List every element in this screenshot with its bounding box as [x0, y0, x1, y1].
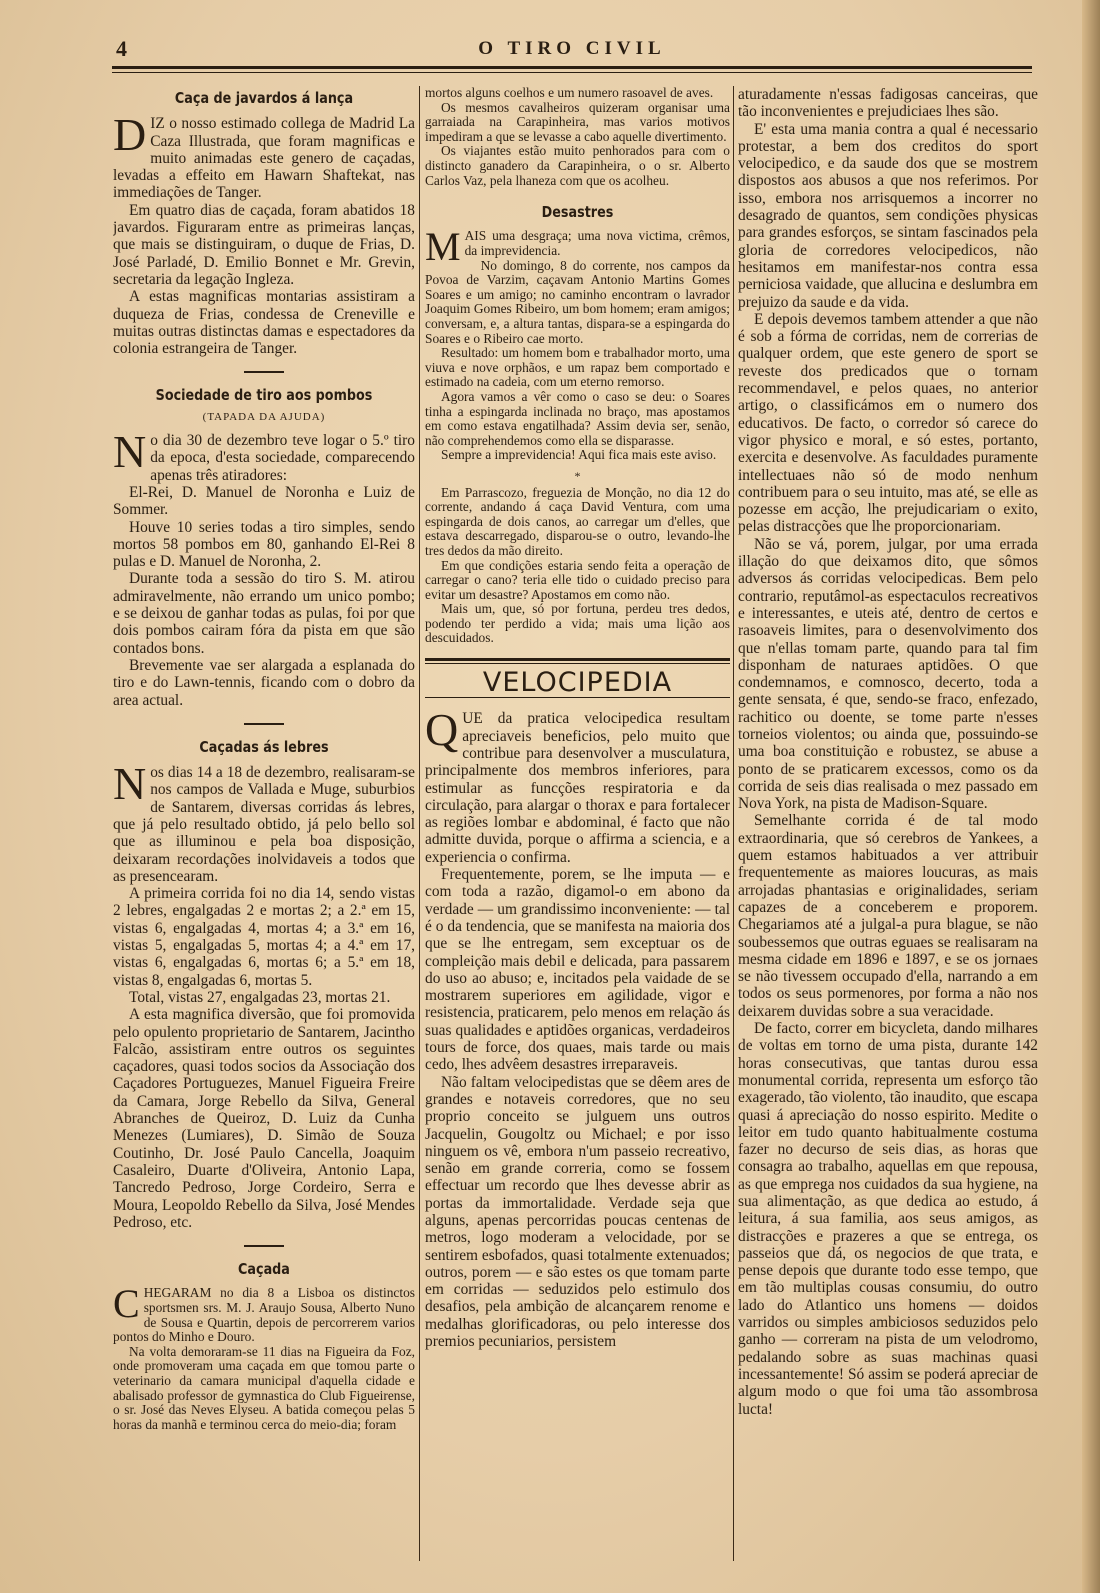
paragraph: Não faltam velocipedistas que se dêem ares de grandes e notaveis corredores, que no seu proprio conceito se julguem uns outros Jacquelin, Gougoltz ou Michael; e por isso ninguem os vê, embora n'um passeio recreativo, senão em grande correria, como se fossem effectuar um recordo que lhes devesse abrir as portas da immortalidade. Verdade seja que alguns, apenas percorridas poucas centenas de metros, logo moderam a velocidade, por se sentirem esbofados, quasi totalmente extenuados; outros, porem — e são estes os que tomam parte em corridas — seduzidos pelo estimulo dos desafios, pela ambição de alcançarem renome e medalhas glorificadoras, ou pelo interesse dos premios pecuniarios, persistem: [425, 1073, 730, 1351]
paragraph: De facto, correr em bicycleta, dando milhares de voltas em torno de uma pista, durante 142 horas consecutivas, que tantas durou essa monumental corrida, representa um esforço tão exagerado, tão violento, tão inaudito, que escapa quasi á apreciação do nosso espirito. Medite o leitor em tudo quanto habitualmente costuma fazer no decurso de seis dias, as horas que consagra ao trabalho, aquellas em que repousa, as que emprega nos cuidados da sua hygiene, na sua alimentação, as que dedica ao estudo, á leitura, á sua familia, aos seus amigos, as distracções e prazeres a que se entrega, os passeios que dá, os negocios de que trata, e pense depois que durante todo esse tempo, que em tão multiplas cousas consumiu, do outro lado do Atlantico uns homens — doidos varridos ou simples ambiciosos seduzidos pelo ganho — correram na pista de um velodromo, pedalando sobre as suas machinas quasi incessantemente! Só assim se poderá apreciar de algum modo o que foi uma tão assombrosa lucta!: [738, 1020, 1038, 1418]
paragraph: E depois devemos tambem attender a que não é sob a fórma de corridas, nem de correrias de qualquer ordem, que este genero de sport se reveste dos predicados que o tornam recommendavel, e pelos quaes, no anterior artigo, o classificámos em o numero dos educativos. De facto, o corredor só carece do vigor physico e moral, e só estes, portanto, exercita e desenvolve. As faculdades puramente intellectuaes não só de modo nenhum contribuem para o seu intuito, mas até, se elle as pozesse em acção, lhe prejudicariam o exito, pelas distracções que lhe proporcionariam.: [738, 310, 1038, 536]
section-separator: [244, 1245, 284, 1247]
paragraph: [425, 224, 730, 270]
paragraph: Houve 10 series todas a tiro simples, sendo mortos 58 pombos em 80, ganhando El-Rei 8 pulas e D. Manuel de Noronha, 2.: [113, 518, 415, 571]
paragraph: Agora vamos a vêr como o caso se deu: o Soares tinha a espingarda inclinada no braço, mas apostamos em como estava engatilhada? Assim devia ser, senão, não comprehendemos como ella se disparasse.: [425, 388, 730, 448]
section-title: Caçada: [238, 1260, 290, 1279]
drop-cap: M: [425, 224, 461, 270]
paragraph: Em que condições estaria sendo feita a operação de carregar o cano? teria elle tido o cuidado preciso para evitar um desastre? Apostamos em como não.: [425, 557, 730, 602]
velocipedia-heading: VELOCIPEDIA: [482, 667, 673, 699]
paragraph: Durante toda a sessão do tiro S. M. atirou admiravelmente, não errando um unico pombo; e se deixou de ganhar todas as pulas, foi por que dois pombos cairam fóra da pista em que são contados bons.: [113, 570, 415, 657]
column-divider: [419, 86, 420, 1561]
page-edge: [1082, 0, 1100, 1593]
paragraph: Os viajantes estão muito penhorados para com o distincto ganadero da Carapinheira, o o sr. Alberto Carlos Vaz, pela lhaneza com que os acolheu.: [425, 143, 730, 188]
section-title: Caça de javardos á lança: [174, 89, 354, 107]
paragraph: Frequentemente, porem, se lhe imputa — e com toda a razão, digamol-o em abono da verdade — um grandissimo inconveniente: — tal é o da tendencia, que se manifesta na maioria dos que se lhe entregam, sem exceptuar os de compleição mais debil e delicada, para passarem do uso ao abuso; e, incitados pela vaidade de se mostrarem superiores em agilidade, vigor e resistencia, praticarem, pelo menos em relação ás suas qualidades e aptidões organicas, verdadeiros tours de force, dos quaes, mais tarde ou mais cedo, lhes advêem desastres irreparaveis.: [425, 866, 730, 1074]
section-separator: [244, 723, 284, 725]
separator-star: *: [574, 468, 581, 483]
paragraph: Brevemente vae ser alargada a esplanada do tiro e do Lawn-tennis, ficando com o dobro da area actual.: [113, 656, 415, 709]
paragraph: Sempre a imprevidencia! Aqui fica mais este aviso.: [441, 447, 717, 463]
paragraph-text: AIS uma desgraça; uma nova victima, crêmos, da imprevidencia.: [464, 228, 730, 259]
paragraph: Em Parrascozo, freguezia de Monção, no dia 12 do corrente, andando á caça David Ventura, com uma espingarda de dois canos, ao carregar um d'elles, que estava descarregado, disparou-se o outro, levando-lhe tres dedos da mão direito.: [425, 484, 730, 558]
paragraph: [113, 1281, 415, 1345]
paragraph: [113, 758, 415, 885]
paragraph: Na volta demoraram-se 11 dias na Figueira da Foz, onde promoveram uma caçada em que tomou parte o veterinario da camara municipal d'aquella cidade e abalisado professor de gymnastica do Club Figueirense, o sr. José das Neves Elyseu. A batida começou pelas 5 horas da manhã e terminou cerca do meio-dia; foram: [113, 1343, 415, 1432]
page-header: [112, 34, 1032, 64]
paragraph: E' esta uma mania contra a qual é necessario protestar, a bem dos creditos do sport velocipedico, e da saude dos que se mostrem dispostos aos abusos a que nos referimos. Por isso, embora nos arrisquemos a incorrer no desagrado de quantos, sem condições physicas para grandes esforços, se sintam fascinados pela gloria de corredores velocipedicos, não hesitamos em manifestar-nos contra essa perniciosa vaidade, que allucina e deslumbra em prejuizo da saude e da vida.: [738, 120, 1038, 311]
section-separator: [244, 371, 284, 373]
page-number: 4: [116, 36, 127, 61]
column-divider: [733, 86, 734, 1561]
paragraph-text: IZ o nosso estimado collega de Madrid La Caza Illustrada, que foram magnificas e muito animadas este genero de caçadas, levadas a effeito em Hawarn Shaftekat, nas immediações de Tanger.: [113, 115, 415, 202]
paragraph: Total, vistas 27, engalgadas 23, mortas 21.: [129, 988, 391, 1006]
paragraph: [425, 704, 730, 866]
paragraph: A estas magnificas montarias assistiram a duqueza de Frias, condessa de Creneville e muitas outras distinctas damas e espectadores da colonia estrangeira de Tanger.: [113, 288, 415, 358]
small-text-block: [113, 1281, 415, 1432]
column-1: [113, 86, 415, 1566]
section-title: Desastres: [541, 203, 614, 222]
velocipedia-rule: [425, 658, 730, 664]
paragraph-text: os dias 14 a 18 de dezembro, realisaram-se nos campos de Vallada e Muge, suburbios de Santarem, diversas corridas ás lebres, que já pelo resultado obtido, já pelo bello sol que as illuminou e pela boa disposição, deixaram recordações inolvidaveis a todos que as presencearam.: [113, 764, 415, 885]
section-title: Sociedade de tiro aos pombos: [155, 386, 373, 405]
column-2: [425, 86, 730, 1566]
small-text-block: [425, 224, 730, 646]
drop-cap: N: [113, 426, 147, 478]
paragraph: [113, 109, 415, 202]
paragraph: Não se vá, porem, julgar, por uma errada illação do que deixamos dito, que sômos adversos ás corridas velocipedicas. Bem pelo contrario, reputâmol-as espectaculos recreativos e interessantes, e uteis até, dentro de certos e rasoaveis limites, para o desenvolvimento dos que n'ellas tomam parte, quando para tal fim disponham de naturaes aptidões. O que condemnamos, e comnosco, decerto, toda a gente sensata, é que, sendo-se fraco, enfezado, rachitico ou doente, se tome parte n'esses torneios violentos; ou ainda que, possuindo-se uma boa constituição e robustez, se abuse a ponto de se praticarem excessos, como os da corrida de seis dias realisada o mez passado em Nova York, na pista de Madison-Square.: [738, 535, 1038, 813]
paragraph: A primeira corrida foi no dia 14, sendo vistas 2 lebres, engalgadas 2 e mortas 2; a 2.ª em 15, vistas 6, engalgadas 4, mortas 4; a 3.ª em 16, vistas 5, engalgadas 5, mortas 4; a 4.ª em 17, vistas 6, engalgadas 6, mortas 6; a 5.ª em 18, vistas 8, engalgadas 6, mortas 5.: [113, 885, 415, 989]
paragraph: A esta magnifica diversão, que foi promovida pelo opulento proprietario de Santarem, Jacintho Falcão, assistiram entre outros os seguintes caçadores, quasi todos socios da Associação dos Caçadores Portuguezes, Manuel Figueira Freire da Camara, Jorge Rebello da Silva, General Abranches de Queiroz, D. Luiz da Cunha Menezes (Lumiares), D. Simão de Souza Coutinho, Dr. José Paulo Cancella, Joaquim Casaleiro, Duarte d'Oliveira, Antonio Lapa, Tancredo Pedroso, Jorge Cordeiro, Serra e Moura, Leopoldo Rebello da Silva, José Mendes Pedroso, etc.: [113, 1006, 415, 1231]
paragraph: Os mesmos cavalheiros quizeram organisar uma garraiada na Carapinheira, mas varios motivos impediram a que se levasse a cabo aquelle divertimento.: [425, 99, 730, 144]
paragraph-text: o dia 30 de dezembro teve logar o 5.º tiro da epoca, d'esta sociedade, comparecendo apenas três atiradores:: [150, 432, 415, 484]
paragraph: aturadamente n'essas fadigosas canceiras, que tão inconvenientes e prejudiciaes lhes são.: [738, 86, 1038, 121]
paragraph-text: HEGARAM no dia 8 a Lisboa os distinctos sportsmen srs. M. J. Araujo Sousa, Alberto Nuno de Sousa e Quartin, depois de percorrerem varios pontos do Minho e Douro.: [113, 1285, 415, 1345]
column-3: [738, 86, 1038, 1566]
paragraph: No domingo, 8 do corrente, nos campos da Povoa de Varzim, caçavam Antonio Martins Gomes Soares e um amigo; no caminho encontram o lavrador Joaquim Gomes Ribeiro, um bom homem; eram amigos; conversam, e, a altura tantas, dispara-se a espingarda do Soares e o Ribeiro cae morto.: [425, 257, 730, 346]
drop-cap: Q: [425, 704, 459, 756]
paragraph: Mais um, que, só por fortuna, perdeu tres dedos, podendo ter perdido a vida; mais uma lição aos descuidados.: [425, 601, 730, 646]
header-rule-thin: [112, 72, 1032, 73]
paragraph: Semelhante corrida é de tal modo extraordinaria, que só cerebros de Yankees, a quem estamos habituados a ver attribuir frequentemente as maiores loucuras, as mais arrojadas phantasias e originalidades, seriam capazes de a conceberem e proporem. Chegariamos até a julgal-a pura blague, se não soubessemos que outras eguaes se realisaram na mesma cidade em 1896 e 1897, e se os jornaes se não tivessem occupado d'ella, narrando a em todos os seus pormenores, por forma a não nos deixarem duvidas sobre a sua veracidade.: [738, 812, 1038, 1020]
paragraph-text: UE da pratica velocipedica resultam apreciaveis beneficios, pelo muito que contribue para desenvolver a musculatura, principalmente dos membros inferiores, para estimular as funcções respiratoria e da circulação, para alargar o thorax e para fortalecer as regiões lombar e abdominal, é facto que não admitte duvida, porque o affirma a sciencia, e a experiencia o confirma.: [425, 710, 730, 866]
section-subtitle: (TAPADA DA AJUDA): [202, 410, 326, 423]
header-rule: [112, 66, 1032, 69]
masthead: O TIRO CIVIL: [478, 38, 666, 59]
paragraph: Em quatro dias de caçada, foram abatidos 18 javardos. Figuraram entre as primeiras lanças, que mais se distinguiram, o duque de Frias, D. José Parladé, D. Emilio Bonnet e Mr. Grevin, secretaria da legação Ingleza.: [113, 201, 415, 288]
drop-cap: N: [113, 758, 147, 810]
paragraph: [113, 426, 415, 484]
small-text-block: [425, 86, 730, 188]
drop-cap: D: [113, 109, 147, 161]
paragraph: El-Rei, D. Manuel de Noronha e Luiz de Sommer.: [113, 483, 415, 519]
drop-cap: C: [113, 1281, 140, 1327]
paragraph: Resultado: um homem bom e trabalhador morto, uma viuva e nove orphãos, e um rapaz bem comportado e estimado na cadeia, com um eterno remorso.: [425, 345, 730, 390]
section-title: Caçadas ás lebres: [199, 737, 329, 756]
paragraph: mortos alguns coelhos e um numero rasoavel de aves.: [425, 86, 714, 100]
